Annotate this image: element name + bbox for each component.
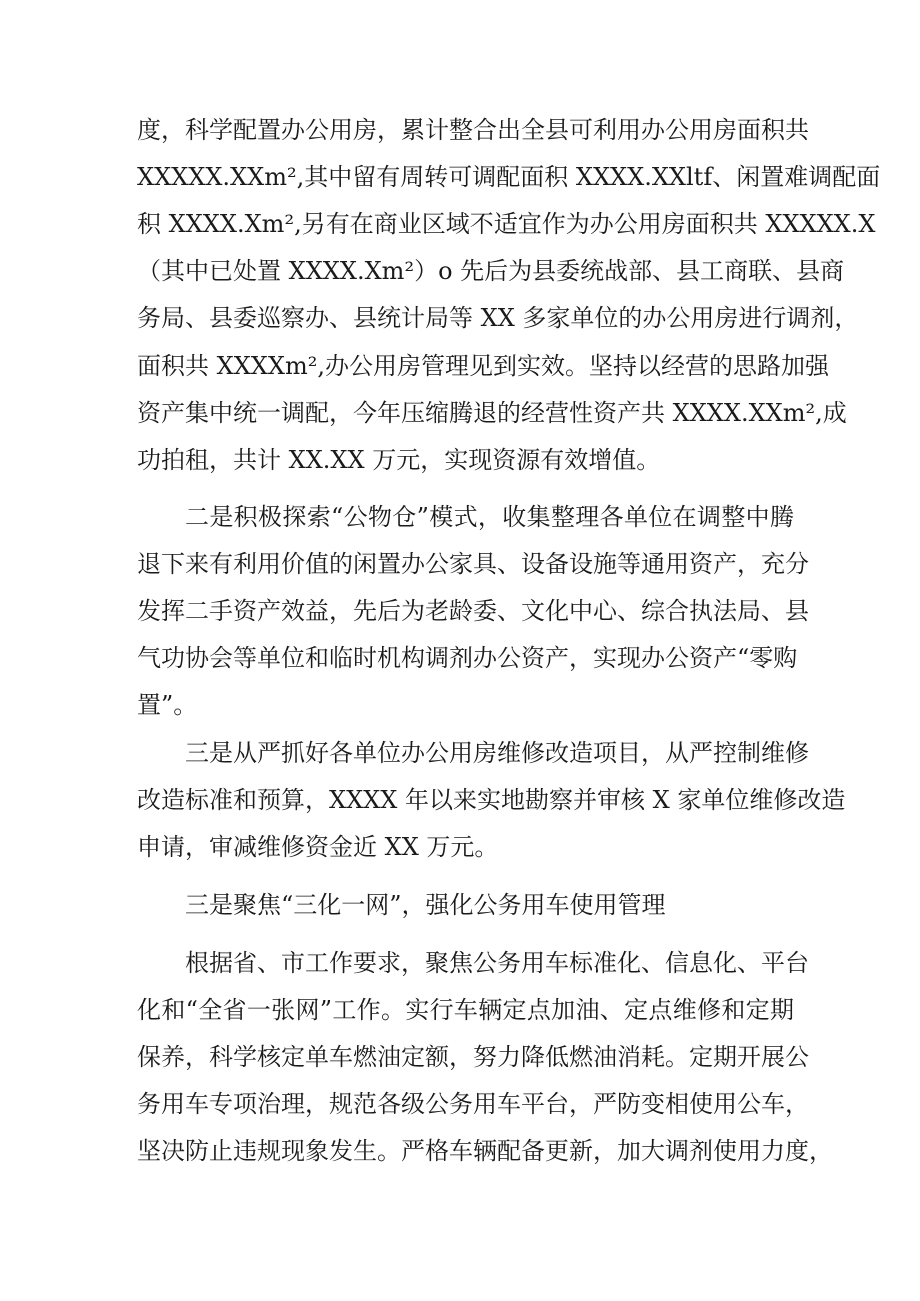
text-line: 务局、县委巡察办、县统计局等 XX 多家单位的办公用房进行调剂， [137,304,859,332]
text-line: 置”。 [137,691,198,719]
paragraph-first-line: 二是积极探索“公物仓”模式，收集整理各单位在调整中腾 [185,503,794,531]
text-line: 改造标准和预算，XXXX 年以来实地勘察并审核 X 家单位维修改造 [137,786,846,814]
paragraph-first-line: 三是从严抓好各单位办公用房维修改造项目，从严控制维修 [185,739,809,767]
text-line: XXXXX.XXm²,其中留有周转可调配面积 XXXX.XXltf、闲置难调配面 [137,163,881,191]
text-line: 申请，审减维修资金近 XX 万元。 [137,833,499,861]
text-line: 务用车专项治理，规范各级公务用车平台，严防变相使用公车， [137,1090,809,1118]
text-line: 化和“全省一张网”工作。实行车辆定点加油、定点维修和定期 [137,996,794,1024]
text-line: 保养，科学核定单车燃油定额，努力降低燃油消耗。定期开展公 [137,1043,809,1071]
text-line: 发挥二手资产效益，先后为老龄委、文化中心、综合执法局、县 [137,597,809,625]
text-line: 功拍租，共计 XX.XX 万元，实现资源有效增值。 [137,446,661,474]
text-line: 资产集中统一调配，今年压缩腾退的经营性资产共 XXXX.XXm²,成 [137,399,847,427]
paragraph-first-line: 根据省、市工作要求，聚焦公务用车标准化、信息化、平台 [185,949,809,977]
text-line: 坚决防止违规现象发生。严格车辆配备更新，加大调剂使用力度， [137,1137,833,1165]
text-line: 退下来有利用价值的闲置办公家具、设备设施等通用资产，充分 [137,550,809,578]
text-line: （其中已处置 XXXX.Xm²）o 先后为县委统战部、县工商联、县商 [137,257,845,285]
text-line: 度，科学配置办公用房，累计整合出全县可利用办公用房面积共 [137,116,809,144]
text-line: 积 XXXX.Xm²,另有在商业区域不适宜作为办公用房面积共 XXXXX.X [137,210,876,238]
text-line: 面积共 XXXXm²,办公用房管理见到实效。坚持以经营的思路加强 [137,352,829,380]
section-heading: 三是聚焦“三化一网”，强化公务用车使用管理 [185,891,666,919]
text-line: 气功协会等单位和临时机构调剂办公资产，实现办公资产“零购 [137,644,798,672]
